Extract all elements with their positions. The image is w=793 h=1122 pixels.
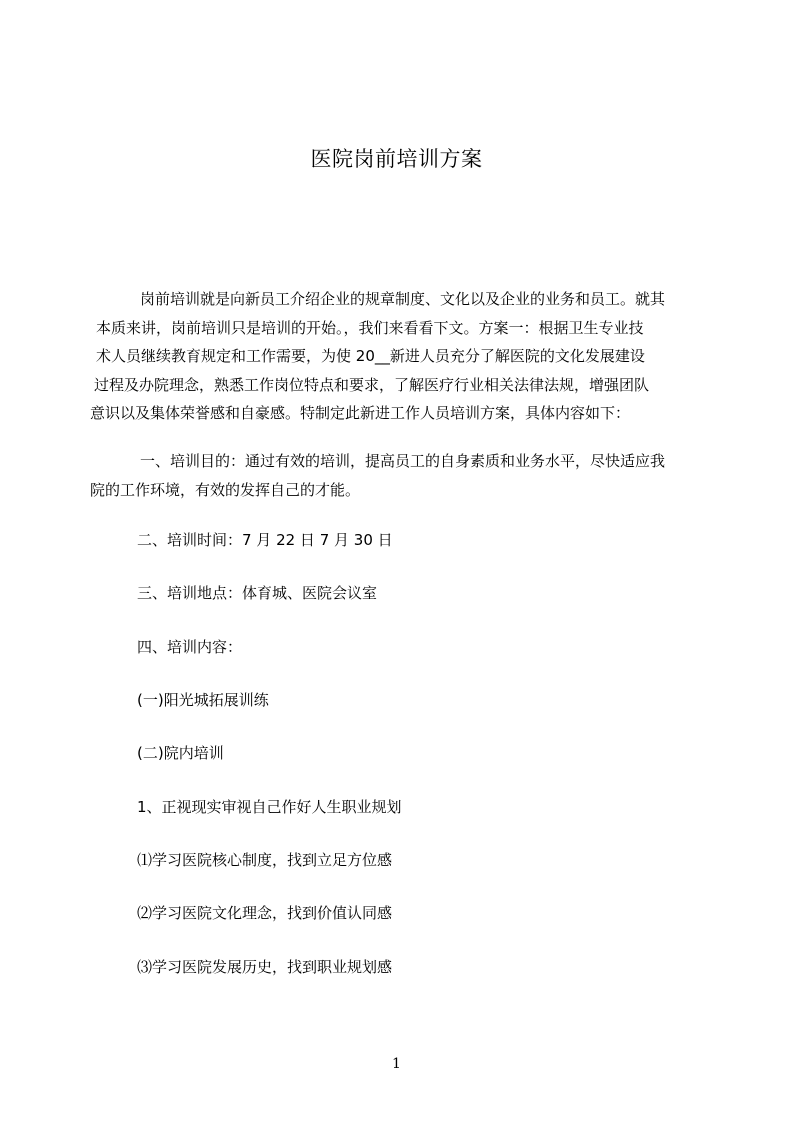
page-number: 1 <box>392 1056 401 1072</box>
section-content-heading: 四、培训内容： <box>137 638 243 656</box>
section-purpose-line: 院的工作环境，有效的发挥自己的才能。 <box>90 480 361 499</box>
intro-line: 术人员继续教育规定和工作需要，为使 20__新进人员充分了解医院的文化发展建设 <box>96 347 645 365</box>
section-purpose-line: 一、培训目的：通过有效的培训，提高员工的自身素质和业务水平，尽快适应我 <box>140 452 666 470</box>
section-purpose <box>90 447 712 504</box>
item-history: ⑶学习医院发展历史，找到职业规划感 <box>137 958 393 976</box>
item-culture: ⑵学习医院文化理念，找到价值认同感 <box>137 904 393 922</box>
item-core-system: ⑴学习医院核心制度，找到立足方位感 <box>137 851 393 869</box>
document-title: 医院岗前培训方案 <box>310 147 483 171</box>
intro-line: 本质来讲，岗前培训只是培训的开始。，我们来看看下文。方案一：根据卫生专业技 <box>96 318 644 337</box>
sub-item-in-hospital: (二)院内培训 <box>137 744 224 762</box>
intro-line: 过程及办院理念，熟悉工作岗位特点和要求，了解医疗行业相关法律法规，增强团队 <box>94 375 650 394</box>
item-career-planning: 1、正视现实审视自己作好人生职业规划 <box>137 798 402 816</box>
intro-line: 岗前培训就是向新员工介绍企业的规章制度、文化以及企业的业务和员工。就其 <box>140 290 666 308</box>
sub-item-sunshine-city: (一)阳光城拓展训练 <box>137 691 269 709</box>
intro-line: 意识以及集体荣誉感和自豪感。特制定此新进工作人员培训方案，具体内容如下： <box>90 404 631 422</box>
section-time: 二、培训时间：7 月 22 日 7 月 30 日 <box>137 531 393 549</box>
section-location: 三、培训地点：体育城、医院会议室 <box>137 584 378 602</box>
intro-paragraph <box>90 285 712 428</box>
